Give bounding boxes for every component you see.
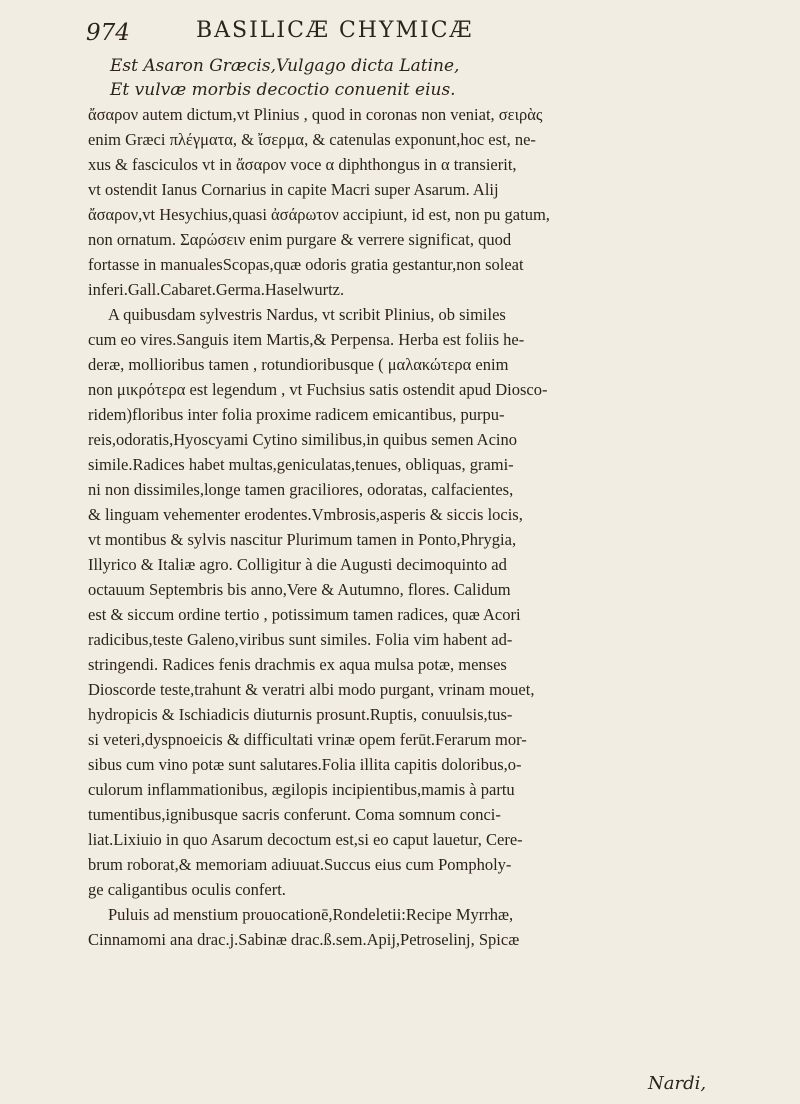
text-line: cum eo vires.Sanguis item Martis,& Perpensa. Herba est foliis he- (88, 330, 525, 349)
text-line: tumentibus,ignibusque sacris conferunt. Coma somnum conci- (88, 805, 501, 824)
text-line: ἄσαρον autem dictum,vt Plinius , quod in coronas non veniat, σειρὰς (88, 105, 543, 124)
text-line: hydropicis & Ischiadicis diuturnis prosunt.Ruptis, conuulsis,tus- (88, 705, 513, 724)
text-line: sibus cum vino potæ sunt salutares.Folia illita capitis doloribus,o- (88, 755, 522, 774)
text-line: inferi.Gall.Cabaret.Germa.Haselwurtz. (88, 280, 345, 299)
text-line: est & siccum ordine tertio , potissimum tamen radices, quæ Acori (88, 605, 521, 624)
text-line: ge caligantibus oculis confert. (88, 880, 286, 899)
text-line: vt montibus & sylvis nascitur Plurimum tamen in Ponto,Phrygia, (88, 530, 517, 549)
text-line: non μικρότερα est legendum , vt Fuchsius satis ostendit apud Diosco- (88, 380, 548, 399)
text-line: Illyrico & Italiæ agro. Colligitur à die Augusti decimoquinto ad (88, 555, 507, 574)
text-line: octauum Septembris bis anno,Vere & Autumno, flores. Calidum (88, 580, 511, 599)
text-line: Puluis ad menstium prouocationē,Rondeletii:Recipe Myrrhæ, (108, 905, 514, 924)
text-line: si veteri,dyspnoeicis & difficultati vrinæ opem ferūt.Ferarum mor- (88, 730, 527, 749)
page-header (86, 18, 746, 58)
text-line: stringendi. Radices fenis drachmis ex aqua mulsa potæ, menses (88, 655, 507, 674)
text-line: liat.Lixiuio in quo Asarum decoctum est,si eo caput lauetur, Cere- (88, 830, 523, 849)
text-line: brum roborat,& memoriam adiuuat.Succus eius cum Pompholy- (88, 855, 512, 874)
text-line: fortasse in manualesScopas,quæ odoris gratia gestantur,non soleat (88, 255, 524, 274)
text-line: deræ, mollioribus tamen , rotundioribusque ( μαλακώτερα enim (88, 355, 509, 374)
catchword: Nardi, (648, 1073, 707, 1094)
text-line: Cinnamomi ana drac.j.Sabinæ drac.ß.sem.Apij,Petroselinj, Spicæ (88, 930, 520, 949)
page-number: 974 (86, 20, 130, 46)
text-line: vt ostendit Ianus Cornarius in capite Macri super Asarum. Alij (88, 180, 499, 199)
text-line: non ornatum. Σαρώσειν enim purgare & verrere significat, quod (88, 230, 512, 249)
subheading-line: Et vulvæ morbis decoctio conuenit eius. (110, 80, 456, 100)
running-title: BASILICÆ CHYMICÆ (196, 18, 474, 43)
text-line: reis,odoratis,Hyoscyami Cytino similibus,in quibus semen Acino (88, 430, 517, 449)
text-line: & linguam vehementer erodentes.Vmbrosis,asperis & siccis locis, (88, 505, 523, 524)
text-line: enim Græci πλέγματα, & ἴσερμα, & catenulas exponunt,hoc est, ne- (88, 130, 536, 149)
text-line: xus & fasciculos vt in ἄσαρον voce α diphthongus in α transierit, (88, 155, 517, 174)
text-line: A quibusdam sylvestris Nardus, vt scribit Plinius, ob similes (108, 305, 506, 324)
text-line: ridem)floribus inter folia proxime radicem emicantibus, purpu- (88, 405, 505, 424)
text-line: ἄσαρον,vt Hesychius,quasi ἀσάρωτον accipiunt, id est, non pu gatum, (88, 205, 550, 224)
subheading-line: Est Asaron Græcis,Vulgago dicta Latine, (110, 56, 460, 76)
text-line: radicibus,teste Galeno,viribus sunt similes. Folia vim habent ad- (88, 630, 513, 649)
text-line: culorum inflammationibus, ægilopis incipientibus,mamis à partu (88, 780, 515, 799)
text-line: Dioscorde teste,trahunt & veratri albi modo purgant, vrinam mouet, (88, 680, 535, 699)
text-line: simile.Radices habet multas,geniculatas,tenues, obliquas, grami- (88, 455, 514, 474)
text-line: ni non dissimiles,longe tamen graciliores, odoratas, calfacientes, (88, 480, 514, 499)
